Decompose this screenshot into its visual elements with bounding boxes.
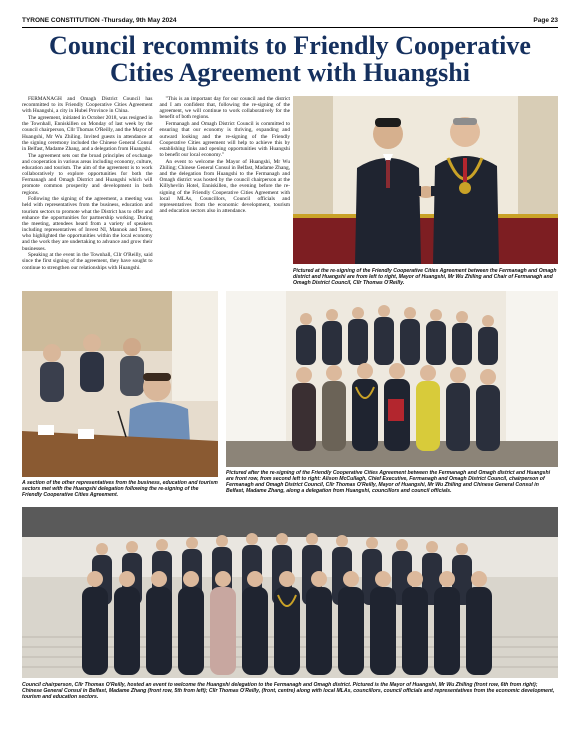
article-paragraph: "This is an important day for our council and the district and I am confident that, following the re-signing of the agreement, we will continue to work collaboratively for the benefit of both regions.	[159, 96, 290, 121]
article-paragraph: Fermanagh and Omagh District Council is committed to ensuring that our economy is thriving, expanding and outward looking and the re-signing of the Friendly Cooperative Cities agreement will help to achieve this by establishing links and opening opportunities with Huangshi to benefit our local economy."	[159, 121, 290, 158]
photo-meeting-caption: A section of the other representatives from the business, education and tourism sectors met with the Huangshi delegation following the re-signing of the Friendly Cooperative Cities Agreement.	[22, 480, 218, 498]
photo-handshake-caption: Pictured at the re-signing of the Friendly Cooperative Cities Agreement between the Fermanagh and Omagh district and Huangshi are from left to right, Mayor of Huangshi, Mr Wu Zhiling and Chair of Fermanagh and Omagh District Council, Cllr Thomas O'Reilly.	[293, 268, 557, 286]
photo-group-outdoor	[22, 507, 558, 678]
page-number: Page 23	[533, 17, 558, 24]
photo-meeting-illustration	[22, 291, 218, 477]
page-header	[22, 14, 558, 28]
photo-group-outdoor-illustration	[22, 507, 558, 678]
photo-group-indoor-caption: Pictured after the re-signing of the Friendly Cooperative Cities Agreement between the Fermanagh and Omagh district and Huangshi are front row, from second left to right: Alison McCullagh, Chief Executive, Fermanagh and Omagh District Council, chairperson of Fermanagh and Omagh District Council, Cllr Thomas O'Reilly, Mayor of Huangshi, Mr Wu Zhiling and Chinese General Consul in Belfast, Madame Zhang, along a delegation from Huangshi, councillors and council officials.	[226, 470, 551, 494]
photo-group-indoor	[226, 291, 558, 467]
paper-date: TYRONE CONSTITUTION -Thursday, 9th May 2024	[22, 17, 177, 24]
photo-group-outdoor-caption: Council chairperson, Cllr Thomas O'Reilly, hosted an event to welcome the Huangshi delegation to the Fermanagh and Omagh district. Pictured is the Mayor of Huangshi, Mr Wu Zhiling (front row, 6th from right); Chinese General Consul in Belfast, Madame Zhang (front row, 5th from left); Cllr Thomas O'Reilly, (front, centre) along with local MLAs, councillors, council officials and representatives from the economic development, tourism and education sectors.	[22, 682, 555, 700]
headline: Council recommits to Friendly Cooperative Cities Agreement with Huangshi	[49, 31, 531, 87]
photo-meeting	[22, 291, 218, 477]
article-paragraph: An event to welcome the Mayor of Huangshi, Mr Wu Zhiling; Chinese General Consul in Belfast, Madame Zhang, and the delegation from Huangshi to the Fermanagh and Omagh district was hosted by the council chairperson at the Killyhevlin Hotel, Enniskillen, the evening before the re-signing of the Friendly Cooperative Cities Agreement with local MLAs, Councillors, Council officials and representatives from the economic development, tourism and education sectors also in attendance.	[159, 158, 290, 214]
article-paragraph: Speaking at the event in the Townhall, Cllr O'Reilly, said since the first signing of the agreement, they have sought to continue to strengthen our relationships with Huangshi.	[22, 252, 153, 271]
photo-group-indoor-illustration	[226, 291, 558, 467]
article-paragraph: Following the signing of the agreement, a meeting was held with representatives from the business, education and tourism sectors to promote what the District has to offer and enhance the opportunities for partnership working. During the meeting, attendees heard from a variety of speakers including representatives of Invest NI, Mannok and Terex, who highlighted the opportunities within the local economy and the work they are undertaking to advance and grow their businesses.	[22, 196, 153, 252]
article-body	[22, 96, 290, 280]
photo-handshake	[293, 96, 558, 264]
article-paragraph: The agreement, initiated in October 2018, was resigned in the Townhall, Enniskillen on Monday of last week by the council chairperson, Cllr Thomas O'Reilly, and the Mayor of Huangshi, Mr Wu Zhiling. Invited guests in attendance at the signing ceremony included the Chinese General Consul in Belfast, Madame Zhang, and a delegation from Huangshi.	[22, 115, 153, 152]
photo-handshake-illustration	[293, 96, 558, 264]
article-paragraph: FERMANAGH and Omagh District Council has recommitted to its Friendly Cooperative Cities Agreement with Huangshi, a city in Hubei Province in China.	[22, 96, 153, 115]
article-paragraph: The agreement sets out the broad principles of exchange and cooperation in various areas including economy, culture, education and tourism. The aim of the agreement is to work collaboratively to explore opportunities for both the Fermanagh and Omagh District and Huangshi which will promote common prosperity and development in both regions.	[22, 152, 153, 196]
